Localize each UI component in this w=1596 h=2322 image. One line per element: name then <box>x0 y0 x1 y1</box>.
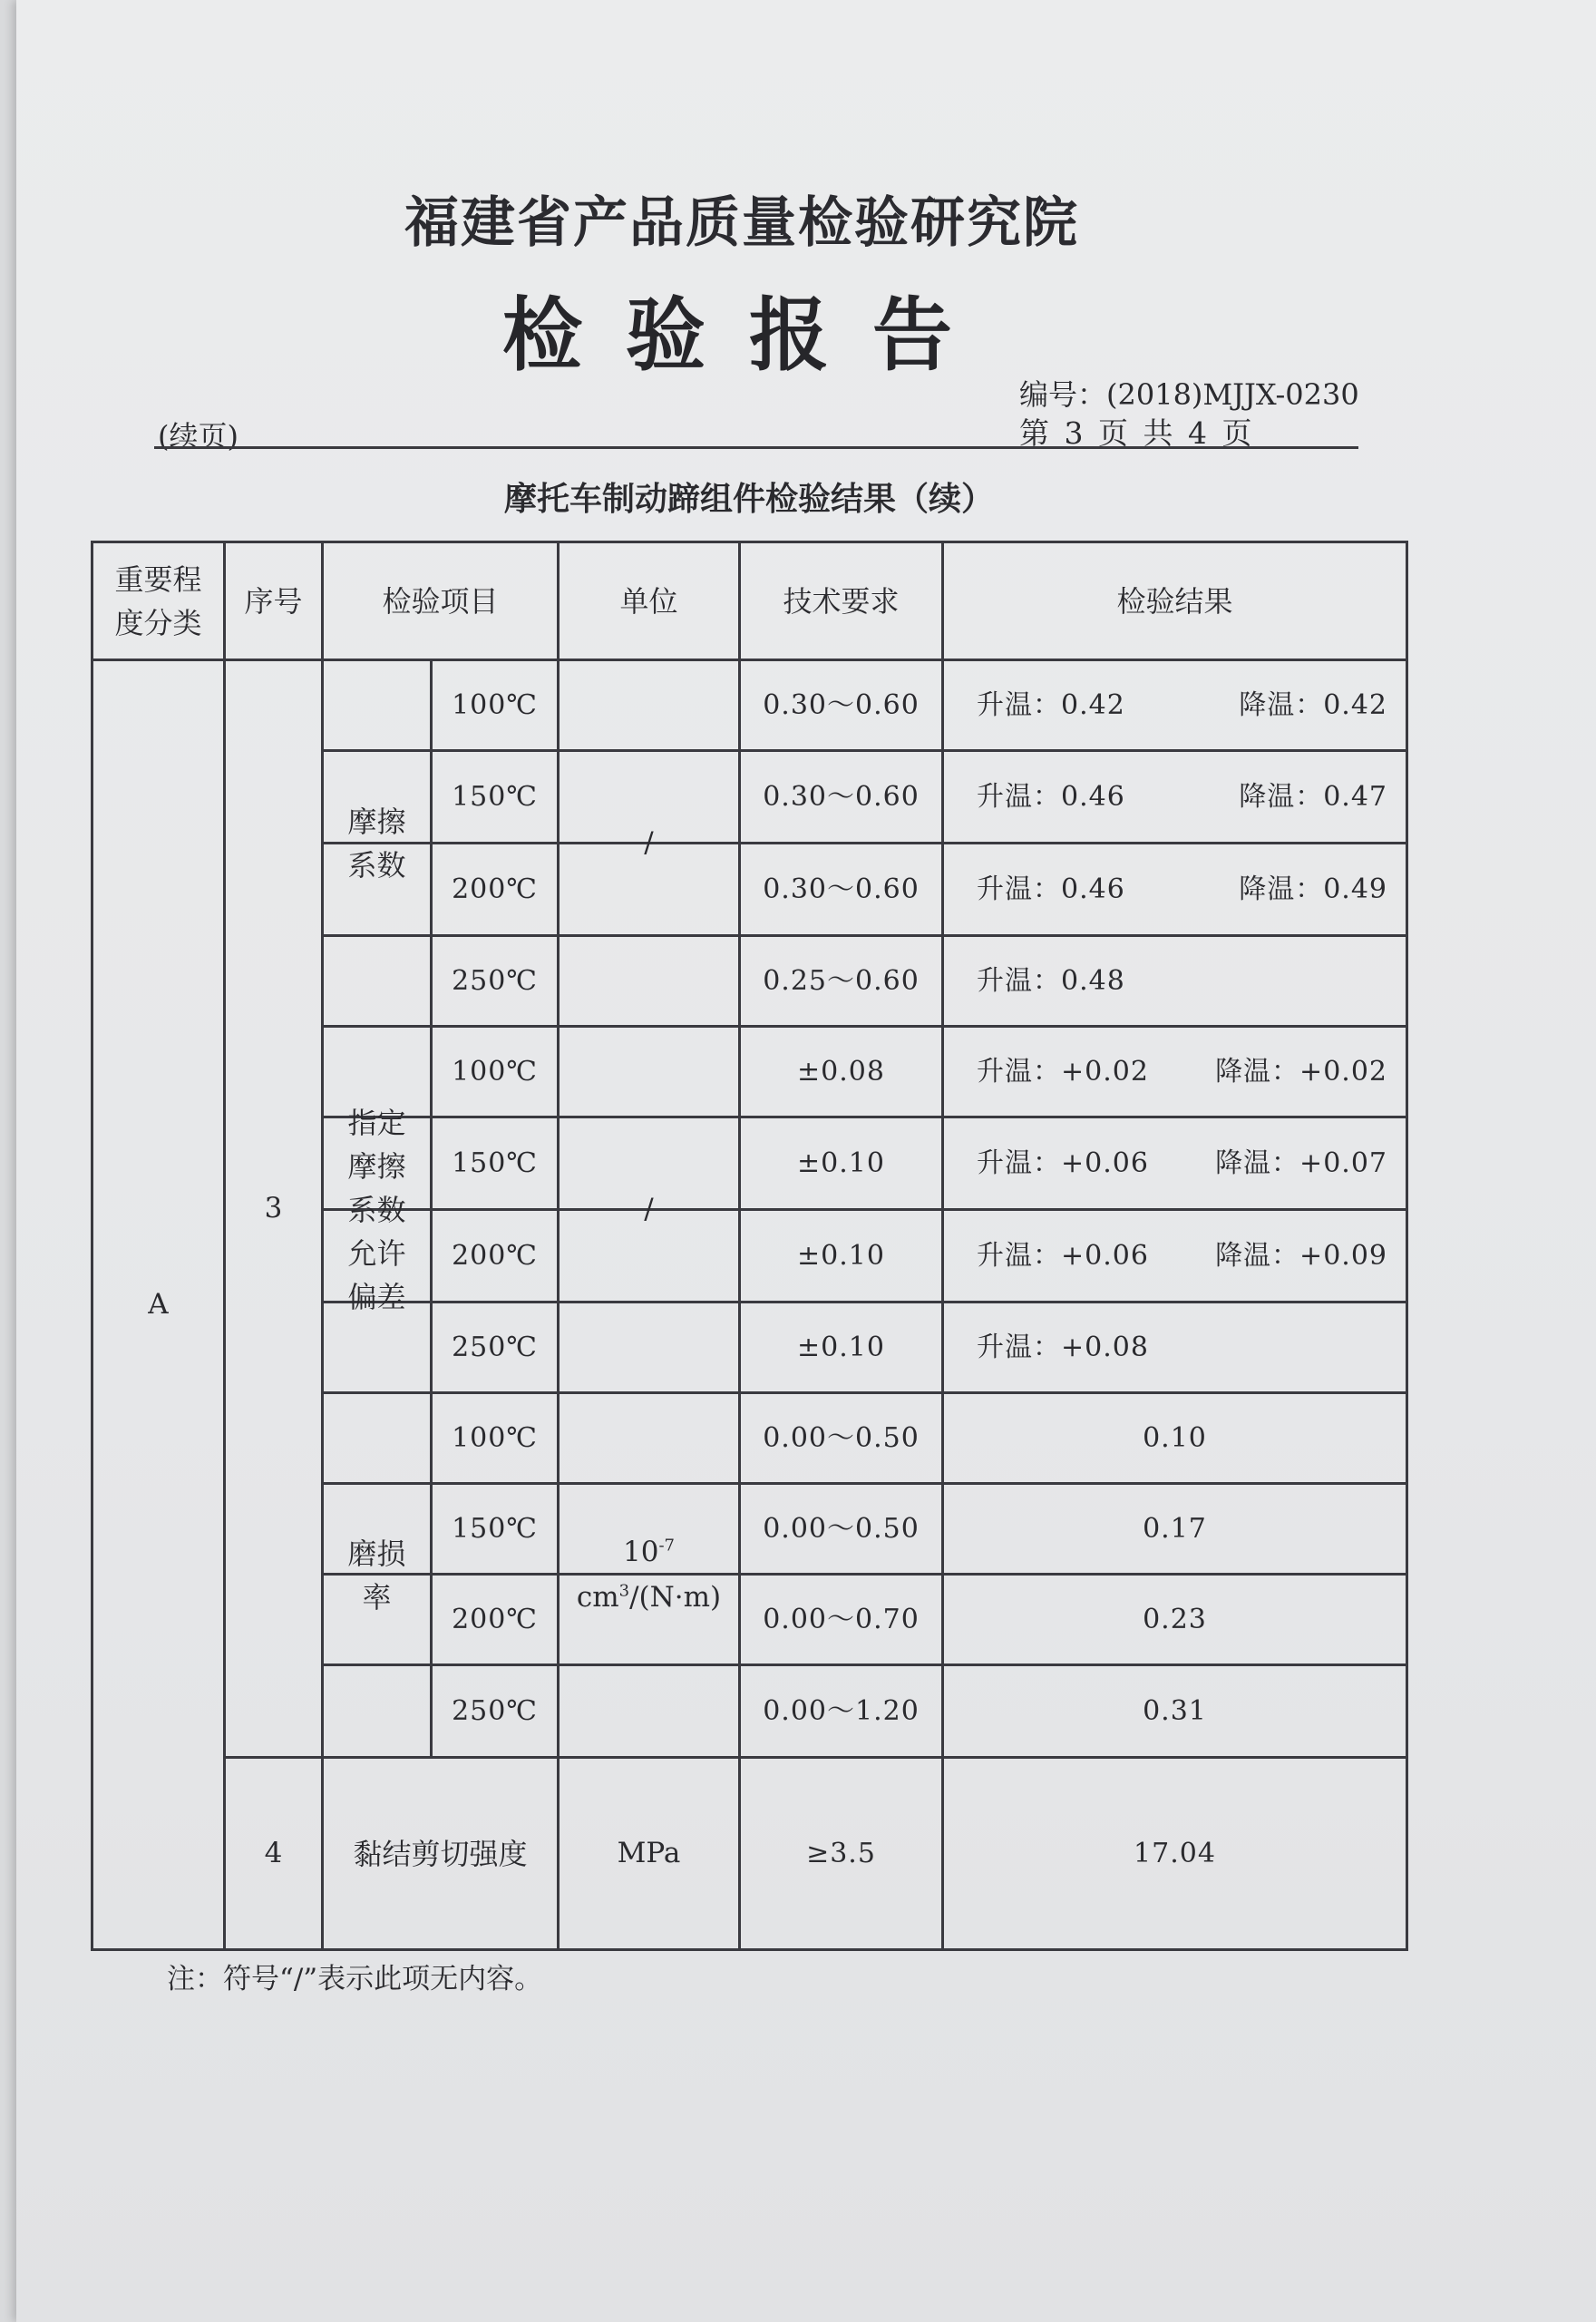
temperature-cell: 200℃ <box>452 873 538 905</box>
unit-cell-wear <box>560 1394 738 1756</box>
result-fall: 降温：0.42 <box>1239 689 1387 721</box>
table-rule-bottom <box>91 1948 1407 1951</box>
item-wear-rate: 磨损 率 <box>347 1536 406 1615</box>
result-rise: 升温：+0.06 <box>977 1147 1149 1179</box>
requirement-cell: 0.00～1.20 <box>763 1695 920 1727</box>
item-friction-deviation: 指定 摩擦 系数 允许 偏差 <box>347 1105 406 1314</box>
result-cell <box>944 937 1406 1025</box>
page-info: 第 3 页 共 4 页 <box>1019 415 1252 451</box>
temperature-cell: 150℃ <box>452 781 538 813</box>
importance-class-cell: A <box>148 1288 169 1322</box>
seq-cell: 4 <box>264 1837 283 1870</box>
result-fall: 降温：0.49 <box>1239 873 1387 905</box>
result-rise: 升温：+0.08 <box>977 1332 1149 1363</box>
requirement-cell: ±0.10 <box>797 1240 885 1272</box>
temperature-cell: 150℃ <box>452 1513 538 1545</box>
temperature-cell: 100℃ <box>452 1422 538 1454</box>
report-title: 检验报告 <box>501 288 996 382</box>
report-page <box>16 0 1596 2322</box>
temperature-cell: 250℃ <box>452 1332 538 1363</box>
requirement-cell: ≥3.5 <box>806 1838 876 1869</box>
col-header-item: 检验项目 <box>382 583 499 619</box>
result-cell <box>944 1211 1406 1301</box>
requirement-cell: 0.00～0.70 <box>763 1604 920 1635</box>
result-rise: 升温：0.46 <box>977 873 1125 905</box>
temperature-cell: 200℃ <box>452 1604 538 1635</box>
col-header-result: 检验结果 <box>1116 583 1233 619</box>
result-rise: 升温：+0.02 <box>977 1056 1149 1088</box>
result-cell <box>944 1118 1406 1208</box>
requirement-cell: ±0.08 <box>797 1056 885 1088</box>
institute-name: 福建省产品质量检验研究院 <box>404 191 1079 255</box>
report-number: 编号：(2018)MJJX-0230 <box>1019 377 1359 412</box>
requirement-cell: 0.30～0.60 <box>763 689 920 721</box>
result-cell: 17.04 <box>1134 1838 1216 1869</box>
table-title: 摩托车制动蹄组件检验结果（续） <box>503 481 994 518</box>
unit-cell: / <box>644 1193 654 1226</box>
temperature-cell: 250℃ <box>452 1695 538 1727</box>
temperature-cell: 250℃ <box>452 965 538 997</box>
result-cell: 0.31 <box>1143 1695 1207 1727</box>
result-fall: 降温：+0.09 <box>1215 1240 1387 1272</box>
item-friction-coefficient: 摩擦 系数 <box>347 804 406 883</box>
result-rise: 升温：0.48 <box>977 965 1125 997</box>
unit-cell: / <box>644 826 654 860</box>
result-rise: 升温：0.46 <box>977 781 1125 813</box>
result-rise: 升温：+0.06 <box>977 1240 1149 1272</box>
unit-cell: MPa <box>617 1837 681 1870</box>
result-cell: 0.17 <box>1143 1513 1207 1545</box>
continued-page-mark: (续页) <box>158 419 238 454</box>
result-rise: 升温：0.42 <box>977 689 1125 721</box>
col-header-unit: 单位 <box>619 583 678 619</box>
requirement-cell: 0.30～0.60 <box>763 781 920 813</box>
result-cell <box>944 844 1406 934</box>
result-cell: 0.23 <box>1143 1604 1207 1635</box>
temperature-cell: 150℃ <box>452 1147 538 1179</box>
footnote: 注：符号“/”表示此项无内容。 <box>167 1963 543 1995</box>
requirement-cell: ±0.10 <box>797 1147 885 1179</box>
requirement-cell: 0.00～0.50 <box>763 1513 920 1545</box>
result-fall: 降温：0.47 <box>1239 781 1387 813</box>
item-shear-strength: 黏结剪切强度 <box>353 1836 528 1871</box>
seq-cell: 3 <box>264 1192 283 1225</box>
unit-wear-volume: $cm^3/(N\cdot m)$ <box>576 1580 722 1614</box>
result-cell <box>944 1303 1406 1391</box>
temperature-cell: 200℃ <box>452 1240 538 1272</box>
table-rule-v <box>1406 541 1408 1951</box>
col-header-importance: 重要程 度分类 <box>114 561 202 640</box>
result-cell <box>944 661 1406 749</box>
col-header-requirement: 技术要求 <box>783 583 900 619</box>
requirement-cell: 0.30～0.60 <box>763 873 920 905</box>
unit-wear-coefficient: $10^{-7}$ <box>623 1535 675 1568</box>
header-rule <box>154 446 1358 449</box>
temperature-cell: 100℃ <box>452 1056 538 1088</box>
result-cell <box>944 1028 1406 1116</box>
requirement-cell: 0.25～0.60 <box>763 965 920 997</box>
requirement-cell: ±0.10 <box>797 1332 885 1363</box>
col-header-seq: 序号 <box>244 583 303 619</box>
result-cell: 0.10 <box>1143 1422 1207 1454</box>
result-fall: 降温：+0.07 <box>1215 1147 1387 1179</box>
result-cell <box>944 752 1406 842</box>
temperature-cell: 100℃ <box>452 689 538 721</box>
result-fall: 降温：+0.02 <box>1215 1056 1387 1088</box>
requirement-cell: 0.00～0.50 <box>763 1422 920 1454</box>
